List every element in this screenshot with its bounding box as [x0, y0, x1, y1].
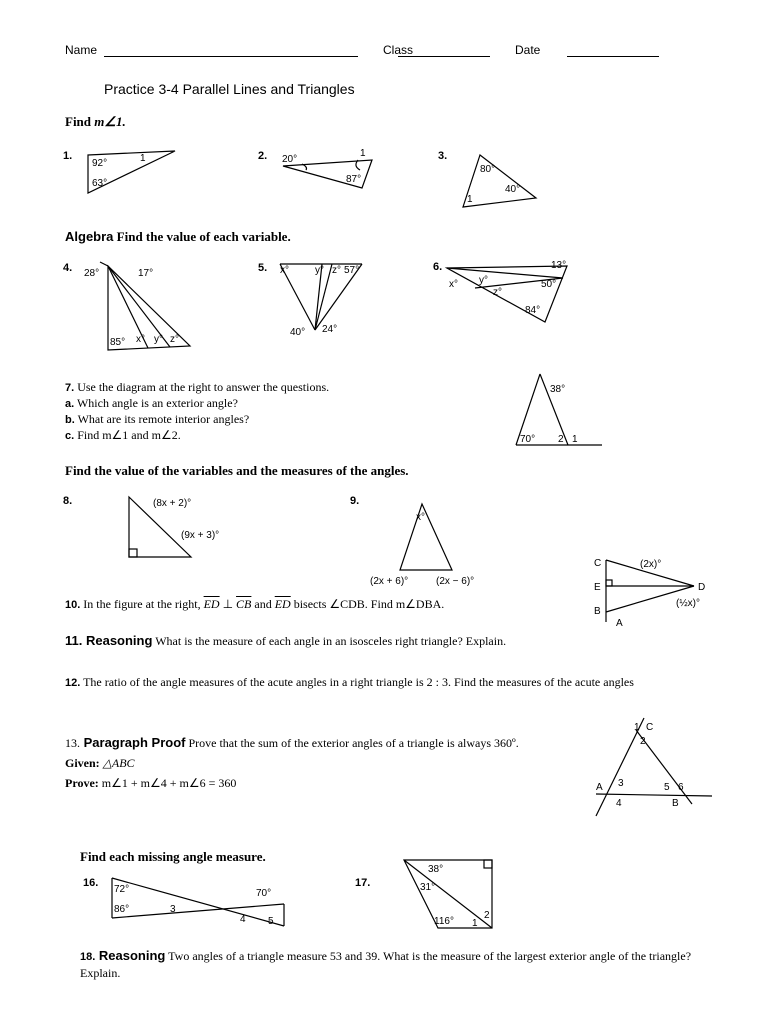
- date-field[interactable]: [567, 56, 659, 57]
- section-heading-algebra: Algebra Find the value of each variable.: [65, 229, 291, 244]
- problem-7-diagram: [510, 370, 605, 450]
- p4-label: 17°: [138, 268, 154, 279]
- problem-1-diagram: [85, 148, 180, 198]
- p4-label: z°: [170, 334, 179, 345]
- p13-label: B: [672, 798, 679, 809]
- date-label: Date: [515, 43, 541, 57]
- p1-label: 92°: [92, 158, 108, 169]
- section-heading-missing-angle: Find each missing angle measure.: [80, 849, 266, 864]
- problem-9-diagram: [370, 500, 490, 590]
- p4-label: y°: [154, 334, 163, 345]
- p2-label: 20°: [282, 154, 298, 165]
- problem-5-number: 5.: [258, 262, 268, 274]
- p9-label: x°: [416, 512, 425, 523]
- p2-label: 87°: [346, 174, 362, 185]
- p16-label: 3: [170, 904, 176, 915]
- problem-8-diagram: [125, 493, 255, 563]
- p1-label: 63°: [92, 178, 108, 189]
- problem-10-diagram: [592, 556, 712, 628]
- class-label: Class: [383, 43, 414, 57]
- p3-label: 80°: [480, 164, 496, 175]
- problem-16-diagram: [108, 874, 298, 934]
- problem-6-number: 6.: [433, 261, 443, 273]
- p10-label: B: [594, 606, 601, 617]
- problem-5-diagram: [270, 262, 370, 342]
- p3-label: 40°: [505, 184, 521, 195]
- problem-13-diagram: [592, 716, 717, 821]
- p17-label: 2: [484, 910, 490, 921]
- p7-label: 1: [572, 434, 578, 445]
- problem-2-diagram: [280, 146, 375, 194]
- p5-label: 40°: [290, 327, 306, 338]
- p5-label: z°: [332, 265, 341, 276]
- problem-11-text: 11. Reasoning What is the measure of each angle in an isosceles right triangle? Explain.: [65, 633, 507, 648]
- p6-label: x°: [449, 279, 458, 290]
- p5-label: x°: [280, 265, 289, 276]
- p8-label: (9x + 3)°: [181, 530, 220, 541]
- p6-label: 50°: [541, 279, 557, 290]
- problem-10-text: 10. In the figure at the right, $\overline{ED}$ ⊥ $\overline{CB}$ and $\overline{ED}$ bisects ∠CDB. Find m∠DBA.: [65, 597, 445, 611]
- p13-label: 4: [616, 798, 622, 809]
- p4-label: 28°: [84, 268, 100, 279]
- problem-6-diagram: [445, 258, 575, 328]
- p10-label: D: [698, 582, 706, 593]
- problem-3-diagram: [460, 150, 545, 210]
- problem-17-number: 17.: [355, 877, 371, 889]
- p9-label: (2x + 6)°: [370, 576, 409, 587]
- p13-label: A: [596, 782, 603, 793]
- section-heading-variables: Find the value of the variables and the measures of the angles.: [65, 463, 409, 478]
- p10-label: (½x)°: [676, 598, 700, 609]
- p13-label: C: [646, 722, 654, 733]
- p5-label: 57°: [344, 265, 360, 276]
- p10-label: C: [594, 558, 602, 569]
- p17-label: 38°: [428, 864, 444, 875]
- problem-7-text: 7. Use the diagram at the right to answer the questions. a. Which angle is an exterior angle? b. What are its remote interior angles? c. Find m∠1 and m∠2.: [65, 380, 330, 442]
- p10-label: (2x)°: [640, 559, 662, 570]
- problem-3-number: 3.: [438, 150, 448, 162]
- p17-label: 31°: [420, 882, 436, 893]
- p7-label: 38°: [550, 384, 566, 395]
- p13-label: 6: [678, 782, 684, 793]
- p7-label: 70°: [520, 434, 536, 445]
- problem-12-text: 12. The ratio of the angle measures of the acute angles in a right triangle is 2 : 3. Find the measures of the acute angles: [65, 675, 634, 689]
- problem-4-number: 4.: [63, 262, 73, 274]
- p16-label: 72°: [114, 884, 130, 895]
- p16-label: 86°: [114, 904, 130, 915]
- problem-4-diagram: [82, 262, 197, 354]
- class-field[interactable]: [398, 56, 490, 57]
- problem-8-number: 8.: [63, 495, 73, 507]
- p10-label: E: [594, 582, 601, 593]
- p13-label: 5: [664, 782, 670, 793]
- name-label: Name: [65, 43, 98, 57]
- p2-label: 1: [360, 148, 366, 159]
- p13-label: 2: [640, 736, 646, 747]
- p8-label: (8x + 2)°: [153, 498, 192, 509]
- problem-1-number: 1.: [63, 150, 73, 162]
- problem-16-number: 16.: [83, 877, 99, 889]
- p17-label: 1: [472, 918, 478, 929]
- p10-label: A: [616, 618, 623, 629]
- p5-label: 24°: [322, 324, 338, 335]
- problem-9-number: 9.: [350, 495, 360, 507]
- name-field[interactable]: [104, 56, 358, 57]
- p4-label: 85°: [110, 337, 126, 348]
- p5-label: y°: [315, 265, 324, 276]
- p6-label: 13°: [551, 260, 567, 271]
- section-heading-find-angle: Find m∠1.: [65, 114, 126, 129]
- p16-label: 4: [240, 914, 246, 925]
- p16-label: 5: [268, 916, 274, 927]
- problem-2-number: 2.: [258, 150, 268, 162]
- p6-label: 84°: [525, 305, 541, 316]
- page-title: Practice 3-4 Parallel Lines and Triangles: [104, 81, 355, 97]
- p17-label: 116°: [434, 916, 454, 927]
- p1-label: 1: [140, 153, 146, 164]
- p6-label: z°: [493, 287, 502, 298]
- problem-13-text: 13. Paragraph Proof Prove that the sum of the exterior angles of a triangle is always 360º. Given: △ABC Prove: m∠1 + m∠4 + m∠6 = 360: [65, 735, 519, 790]
- p13-label: 1: [634, 722, 640, 733]
- p16-label: 70°: [256, 888, 272, 899]
- p9-label: (2x − 6)°: [436, 576, 475, 587]
- p7-label: 2: [558, 434, 564, 445]
- p4-label: x°: [136, 334, 145, 345]
- problem-18-text: 18. Reasoning Two angles of a triangle measure 53 and 39. What is the measure of the largest exterior angle of the triangle? Explain.: [80, 948, 692, 980]
- p6-label: y°: [479, 275, 488, 286]
- p3-label: 1: [467, 194, 473, 205]
- problem-17-diagram: [400, 856, 500, 931]
- p13-label: 3: [618, 778, 624, 789]
